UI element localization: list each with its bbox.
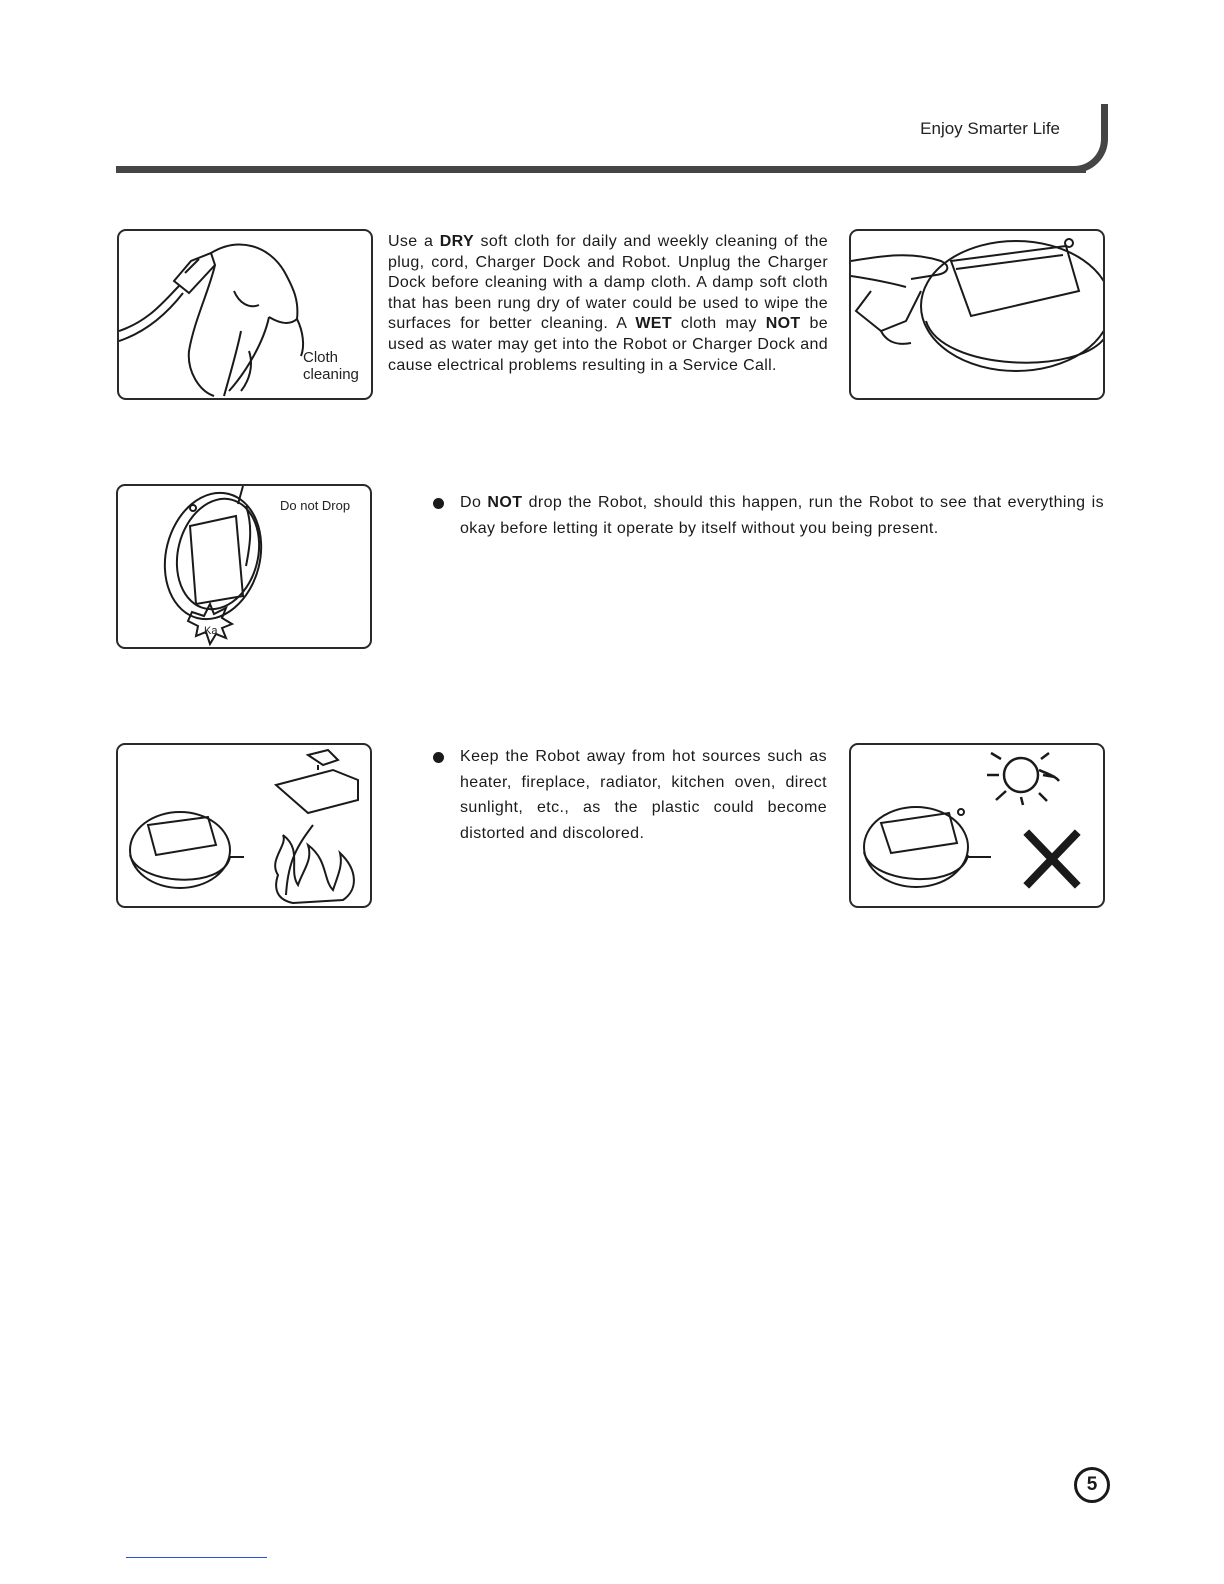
heat-text: Keep the Robot away from hot sources such as heater, fireplace, radiator, kitchen oven, direct sunlight, etc., as the plastic could become distorted and discolored. <box>460 748 827 842</box>
page-number: 5 <box>1074 1467 1110 1503</box>
text-mid1: soft cloth for daily and weekly cleaning of the plug, cord, Charger Dock and Robot. Unplug the Charger Dock before cleaning with a damp cloth. A damp soft cloth that has been rung dry of water could be used to wipe the surfaces for better cleaning. A <box>388 233 828 333</box>
header-rule <box>116 166 1086 173</box>
heat-sources-illustration <box>116 743 372 908</box>
cloth-cleaning-text <box>388 232 828 376</box>
sunlight-warning-illustration <box>849 743 1105 908</box>
cloth-caption-line2: cleaning <box>303 366 359 383</box>
robot-wipe-icon <box>851 231 1105 400</box>
cloth-caption <box>303 349 359 383</box>
text-use-a: Use a <box>388 233 440 250</box>
emphasis-wet: WET <box>635 315 672 333</box>
footer-link-underline[interactable] <box>126 1557 267 1558</box>
impact-label: Ka <box>204 625 218 637</box>
cloth-cleaning-illustration <box>117 229 373 400</box>
robot-sun-x-icon <box>851 745 1105 908</box>
header-tagline: Enjoy Smarter Life <box>920 119 1060 138</box>
header-corner-bracket <box>1056 104 1108 173</box>
text-end: be used as water may get into the Robot or Charger Dock and cause electrical problems resulting in a Service Call. <box>388 315 829 374</box>
drop-caption: Do not Drop <box>280 498 351 513</box>
robot-fire-heater-icon <box>118 745 372 908</box>
text-mid2: cloth may <box>671 315 766 333</box>
do-not-drop-illustration <box>116 484 372 649</box>
heat-bullet <box>433 752 444 763</box>
text-drop-rest: drop the Robot, should this happen, run the Robot to see that everything is okay before letting it operate by itself without you being present. <box>460 494 1104 537</box>
drop-bullet <box>433 498 444 509</box>
do-not-drop-text <box>460 490 1104 541</box>
emphasis-drop-not: NOT <box>487 494 523 511</box>
emphasis-dry: DRY <box>439 233 474 250</box>
cloth-caption-line1: Cloth <box>303 349 339 366</box>
robot-wipe-illustration <box>849 229 1105 400</box>
emphasis-not: NOT <box>765 315 801 333</box>
text-do: Do <box>460 494 488 511</box>
